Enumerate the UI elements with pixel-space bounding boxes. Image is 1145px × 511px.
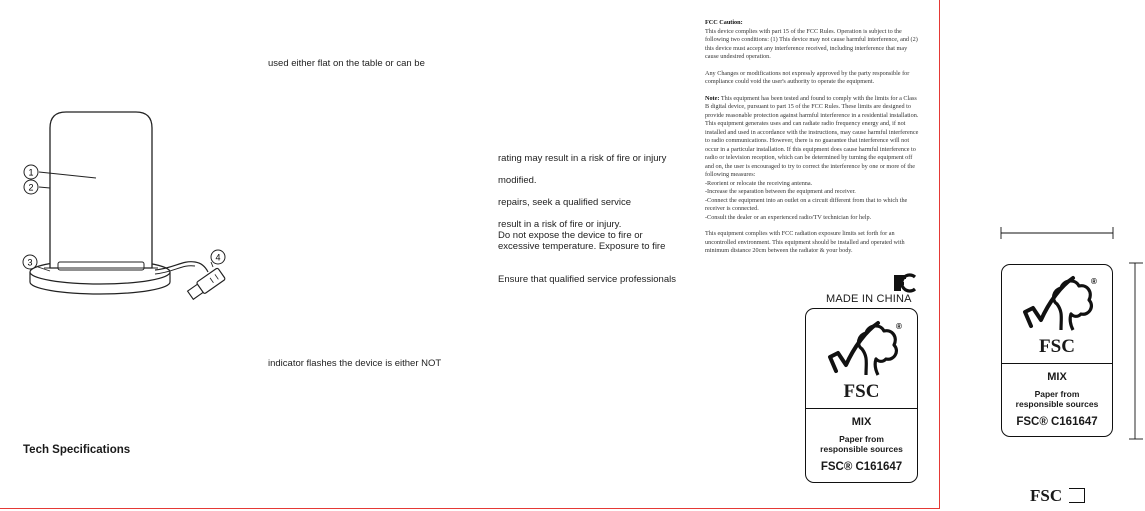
manual-text-temperature: excessive temperature. Exposure to fire bbox=[498, 241, 666, 252]
fsc-paper-line-2: responsible sources bbox=[1015, 399, 1099, 409]
fcc-p3-line: radio or television reception, which can be determined by turning the equipment off bbox=[705, 154, 913, 161]
fcc-p3-line: to radio communications. However, there is no guarantee that interference will not bbox=[705, 137, 910, 144]
svg-text:2: 2 bbox=[28, 182, 34, 193]
fcc-p3-line: occur in a particular installation. If this equipment does cause harmful interference to bbox=[705, 145, 916, 153]
fcc-p1-line: This device complies with part 15 of the FCC Rules. Operation is subject to the bbox=[705, 27, 902, 35]
svg-text:1: 1 bbox=[28, 167, 34, 178]
manual-text-no-fire: Do not expose the device to fire or bbox=[498, 230, 643, 241]
fcc-caution-title: FCC Caution: bbox=[705, 19, 743, 26]
fsc-label-1 bbox=[805, 308, 918, 483]
fcc-p3-line: -Consult the dealer or an experienced radio/TV technician for help. bbox=[705, 213, 872, 221]
callout-3 bbox=[23, 255, 37, 269]
fcc-p3-line: provide reasonable protection against harmful interference in a residential installation. bbox=[705, 111, 919, 119]
fsc-paper-line-1: Paper from bbox=[839, 434, 884, 444]
fsc-wordmark-frame bbox=[1069, 488, 1085, 503]
svg-text:4: 4 bbox=[215, 252, 221, 263]
charger-stand-diagram bbox=[10, 100, 250, 315]
width-dimension-line bbox=[1000, 226, 1116, 240]
stand-body bbox=[50, 112, 152, 268]
fsc-mix: MIX bbox=[1047, 371, 1067, 383]
manual-text-rating: rating may result in a risk of fire or injury bbox=[498, 153, 667, 164]
fsc-label-2 bbox=[1001, 264, 1113, 437]
fcc-p1-line: this device must accept any interference received, including interference that may bbox=[705, 44, 908, 52]
manual-text-indicator: indicator flashes the device is either NOT bbox=[268, 358, 442, 369]
callout-2 bbox=[24, 180, 38, 194]
fcc-note-label: Note: bbox=[705, 94, 720, 102]
fcc-p3-line: -Connect the equipment into an outlet on a circuit different from that to which the bbox=[705, 196, 908, 204]
fc-mark-icon bbox=[893, 273, 917, 293]
callout-4 bbox=[211, 250, 225, 264]
fcc-p3-line: installed and used in accordance with the instructions, may cause harmful interference bbox=[705, 128, 919, 136]
made-in-china: MADE IN CHINA bbox=[826, 293, 912, 305]
height-dimension-line bbox=[1127, 262, 1143, 442]
fsc-license-code: FSC® C161647 bbox=[1016, 416, 1098, 428]
fsc-mix: MIX bbox=[851, 416, 872, 428]
fsc-wordmark-text: FSC bbox=[1030, 486, 1063, 505]
fsc-brand: FSC bbox=[1039, 336, 1075, 357]
svg-text:®: ® bbox=[895, 322, 902, 331]
fcc-p4-line: This equipment complies with FCC radiation exposure limits set forth for an bbox=[705, 230, 895, 237]
manual-text-fire-risk: result in a risk of fire or injury. bbox=[498, 219, 622, 230]
fcc-p3-line: This equipment generates uses and can radiate radio frequency energy and, if not bbox=[705, 120, 906, 127]
fcc-p1-line: cause undesired operation. bbox=[705, 53, 771, 60]
svg-text:3: 3 bbox=[27, 257, 33, 268]
manual-text-mounting: used either flat on the table or can be bbox=[268, 58, 425, 69]
fcc-p3-line: -Increase the separation between the equipment and receiver. bbox=[705, 188, 856, 195]
manual-text-repairs: repairs, seek a qualified service bbox=[498, 197, 632, 208]
fcc-statement bbox=[705, 19, 938, 264]
fcc-p2-line: Any Changes or modifications not expressly approved by the party responsible for bbox=[705, 69, 910, 77]
manual-text-modified: modified. bbox=[498, 175, 537, 186]
fsc-license-code: FSC® C161647 bbox=[820, 461, 903, 473]
tech-specifications-heading: Tech Specifications bbox=[23, 444, 131, 456]
fcc-p4-line: minimum distance 20cm between the radiator & your body. bbox=[705, 247, 853, 254]
fsc-wordmark bbox=[1030, 487, 1062, 505]
fsc-tree-check-icon bbox=[1017, 274, 1097, 336]
manual-text-service: Ensure that qualified service professionals bbox=[498, 274, 676, 285]
fsc-tree-check-icon bbox=[822, 319, 902, 381]
fcc-p3-line: B digital device, pursuant to part 15 of the FCC Rules. These limits are designed to bbox=[705, 103, 911, 110]
fcc-p3-line: following measures: bbox=[705, 171, 756, 178]
fsc-paper-line-2: responsible sources bbox=[820, 444, 903, 454]
fsc-brand: FSC bbox=[843, 381, 880, 402]
svg-text:®: ® bbox=[1091, 277, 1097, 286]
fcc-p2-line: compliance could void the user's authority to operate the equipment. bbox=[705, 78, 875, 85]
fcc-p3-line: This equipment has been tested and found to comply with the limits for a Class bbox=[719, 94, 917, 102]
usb-plug-icon bbox=[186, 268, 225, 301]
fsc-paper-line-1: Paper from bbox=[1034, 389, 1080, 399]
fcc-p4-line: uncontrolled environment. This equipment should be installed and operated with bbox=[705, 238, 905, 246]
fcc-p3-line: -Reorient or relocate the receiving antenna. bbox=[705, 179, 813, 187]
callout-1 bbox=[24, 165, 38, 179]
fcc-p1-line: following two conditions: (1) This device may not cause harmful interference, and (2) bbox=[705, 36, 918, 43]
fcc-p3-line: and on, the user is encouraged to try to correct the interference by one or more of the bbox=[705, 162, 915, 170]
fcc-p3-line: receiver is connected. bbox=[705, 205, 759, 212]
